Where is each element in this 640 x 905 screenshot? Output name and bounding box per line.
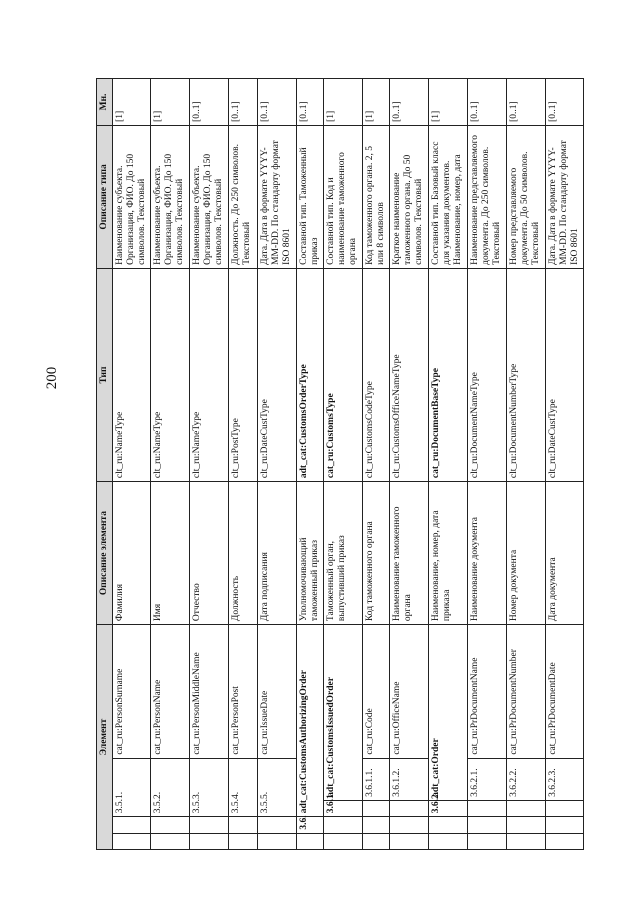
table-row [258, 79, 297, 850]
row-element: cat_ru:PrDocumentDate [546, 625, 584, 759]
row-number: 3.5.1. [113, 758, 151, 817]
row-element: adt_cat:Order [429, 625, 468, 801]
row-number: 3.6.1.2. [390, 758, 429, 800]
row-mult: [0..1] [258, 79, 297, 126]
table-row [507, 79, 546, 850]
row-element: cat_ru:PersonSurname [113, 625, 151, 759]
row-type-desc: Дата. Дата в формате YYYY-MM-DD. По стандарту формат ISO 8601 [546, 125, 584, 268]
row-type-desc: Наименование субъекта. Организация, ФИО. До 150 символов. Текстовый [113, 125, 151, 268]
row-type-desc: Составной тип. Код и наименование таможенного органа [324, 125, 363, 268]
row-element-desc: Наименование документа [468, 482, 507, 625]
row-type: clt_ru:DateCustType [546, 268, 584, 481]
row-element: adt_cat:CustomsAuthorizingOrder [297, 625, 324, 817]
row-type-desc: Составной тип. Таможенный приказ [297, 125, 324, 268]
row-mult: [0..1] [507, 79, 546, 126]
row-number: 3.5.2. [151, 758, 190, 817]
table-row [468, 79, 507, 850]
row-type-desc: Дата. Дата в формате YYYY-MM-DD. По стандарту формат ISO 8601 [258, 125, 297, 268]
row-element: adt_cat:CustomsIssuedOrder [324, 625, 363, 801]
table-row-subsection [429, 79, 468, 850]
row-type: clt_ru:DocumentNumberType [507, 268, 546, 481]
row-type: adt_cat:CustomsOrderType [297, 268, 324, 481]
row-type: clt_ru:CustomsOfficeNameType [390, 268, 429, 481]
header-type: Тип [97, 268, 113, 481]
table-row [151, 79, 190, 850]
row-type-desc: Краткое наименование таможенного органа. До 50 символов. Текстовый [390, 125, 429, 268]
row-type-desc: Должность. До 250 символов. Текстовый [229, 125, 258, 268]
row-element-desc: Код таможенного органа [363, 482, 390, 625]
row-element-desc: Отчество [190, 482, 229, 625]
row-element-desc: Наименование таможенного органа [390, 482, 429, 625]
table-header-row [97, 79, 113, 850]
row-type-desc: Наименование представляемого документа. До 250 символов. Текстовый [468, 125, 507, 268]
row-number: 3.6.1.1. [363, 758, 390, 800]
table-container [96, 78, 580, 850]
row-number: 3.6.2. [429, 800, 468, 816]
row-mult: [0..1] [229, 79, 258, 126]
row-type-desc: Номер представляемого документа. До 50 символов. Текстовый [507, 125, 546, 268]
row-number: 3.6.2.1. [468, 758, 507, 800]
row-element-desc: Номер документа [507, 482, 546, 625]
row-element: cat_ru:PersonMiddleName [190, 625, 229, 759]
row-number: 3.5.4. [229, 758, 258, 817]
table-row [390, 79, 429, 850]
row-element: cat_ru:PersonName [151, 625, 190, 759]
header-element-desc: Описание элемента [97, 482, 113, 625]
row-type-desc: Наименование субъекта. Организация, ФИО. До 150 символов. Текстовый [151, 125, 190, 268]
row-element-desc: Фамилия [113, 482, 151, 625]
row-type: cat_ru:CustomsType [324, 268, 363, 481]
row-type: clt_ru:NameType [190, 268, 229, 481]
row-type: clt_ru:DateCustType [258, 268, 297, 481]
row-element: cat_ru:PersonPost [229, 625, 258, 759]
row-mult: [0..1] [190, 79, 229, 126]
row-number: 3.5.3. [190, 758, 229, 817]
row-type-desc: Наименование субъекта. Организация, ФИО. До 150 символов. Текстовый [190, 125, 229, 268]
row-mult: [0..1] [390, 79, 429, 126]
row-type-desc: Код таможенного органа. 2, 5 или 8 символов [363, 125, 390, 268]
rotated-table [96, 78, 580, 850]
row-number: 3.6.2.3. [546, 758, 584, 800]
row-element: cat_ru:IssueDate [258, 625, 297, 759]
row-mult: [0..1] [468, 79, 507, 126]
row-element-desc: Наименование, номер, дата приказа [429, 482, 468, 625]
row-number: 3.5.5. [258, 758, 297, 817]
row-mult: [1] [363, 79, 390, 126]
row-element-desc: Имя [151, 482, 190, 625]
table-row [229, 79, 258, 850]
row-mult: [1] [429, 79, 468, 126]
row-element-desc: Таможенный орган, выпустивший приказ [324, 482, 363, 625]
header-type-desc: Описание типа [97, 125, 113, 268]
table-row [363, 79, 390, 850]
table-row-section [297, 79, 324, 850]
row-number: 3.6.1. [324, 800, 363, 816]
row-number: 3.6.2.2. [507, 758, 546, 800]
element-table [96, 78, 584, 850]
row-mult: [0..1] [546, 79, 584, 126]
row-element: cat_ru:Code [363, 625, 390, 759]
row-type-desc: Составной тип. Базовый класс для указания документов. Наименование, номер, дата [429, 125, 468, 268]
row-mult: [1] [113, 79, 151, 126]
row-type: clt_ru:NameType [151, 268, 190, 481]
row-element-desc: Дата подписания [258, 482, 297, 625]
table-row [190, 79, 229, 850]
table-row-subsection [324, 79, 363, 850]
row-mult: [1] [151, 79, 190, 126]
header-mult: Мн. [97, 79, 113, 126]
row-element-desc: Должность [229, 482, 258, 625]
row-type: clt_ru:CustomsCodeType [363, 268, 390, 481]
page-number: 200 [43, 366, 60, 390]
table-row [546, 79, 584, 850]
header-element: Элемент [97, 625, 113, 850]
row-element-desc: Уполномочивающий таможенный приказ [297, 482, 324, 625]
row-element: cat_ru:PrDocumentNumber [507, 625, 546, 759]
row-type: clt_ru:NameType [113, 268, 151, 481]
row-element: cat_ru:OfficeName [390, 625, 429, 759]
row-type: clt_ru:DocumentNameType [468, 268, 507, 481]
row-mult: [1] [324, 79, 363, 126]
row-type: clt_ru:PostType [229, 268, 258, 481]
row-mult: [0..1] [297, 79, 324, 126]
table-row [113, 79, 151, 850]
row-number: 3.6. [297, 817, 324, 833]
row-type: cat_ru:DocumentBaseType [429, 268, 468, 481]
row-element: cat_ru:PrDocumentName [468, 625, 507, 759]
row-element-desc: Дата документа [546, 482, 584, 625]
